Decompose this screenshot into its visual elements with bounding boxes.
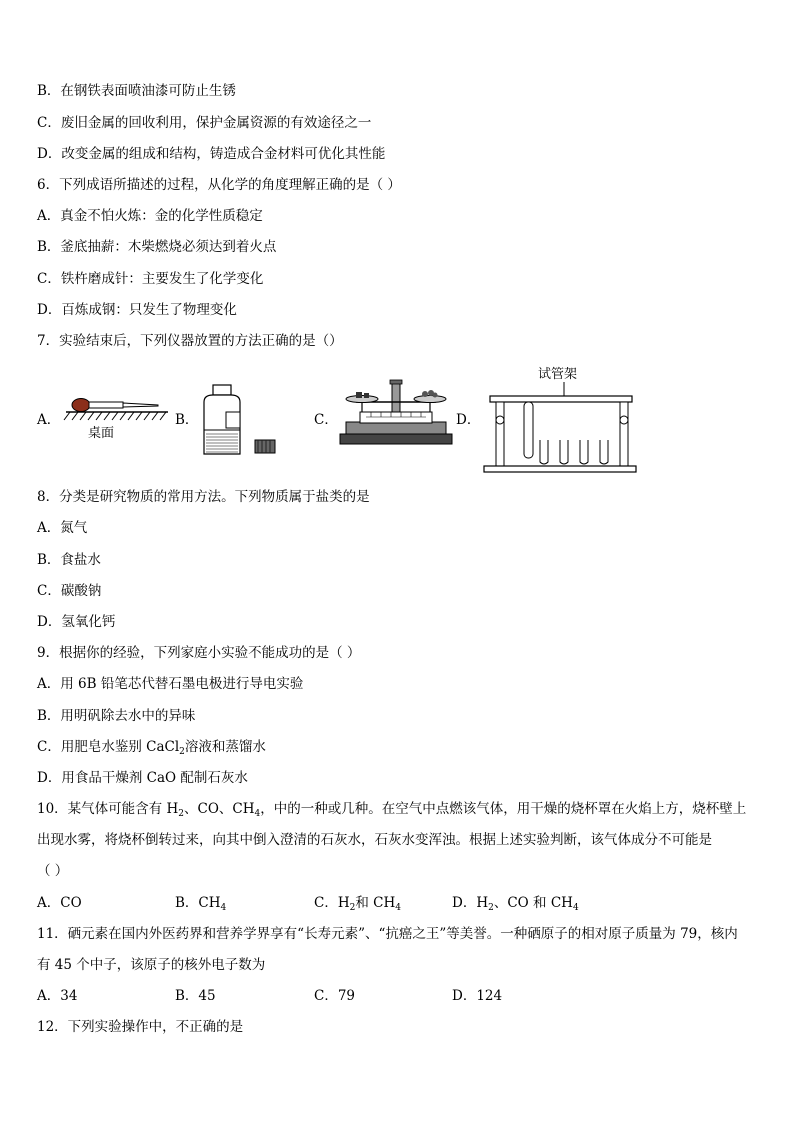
- q6-stem: 6．下列成语所描述的过程，从化学的角度理解正确的是（ ）: [37, 177, 401, 193]
- q8-option-d: D．氢氧化钙: [37, 614, 116, 630]
- q8-option-c: C．碳酸钠: [37, 583, 102, 599]
- q5-option-b: B．在钢铁表面喷油漆可防止生锈: [37, 83, 236, 99]
- q10-option-d: D．$H_2$、CO 和 $CH_4$: [452, 895, 579, 913]
- q7-figure-a-table-label: 桌面: [88, 426, 115, 441]
- q9-option-d: D．用食品干燥剂 CaO 配制石灰水: [37, 770, 248, 786]
- q7-figure-b-reagent-bottle: [198, 382, 278, 464]
- q6-option-c: C．铁杵磨成针：主要发生了化学变化: [37, 271, 264, 287]
- q6-option-d: D．百炼成钢：只发生了物理变化: [37, 302, 237, 318]
- q9-stem: 9．根据你的经验，下列家庭小实验不能成功的是（ ）: [37, 645, 361, 661]
- q8-stem: 8．分类是研究物质的常用方法。下列物质属于盐类的是: [37, 489, 370, 505]
- q6-option-b: B．釜底抽薪：木柴燃烧必须达到着火点: [37, 239, 277, 255]
- q7-label-c: C．: [314, 412, 338, 428]
- q7-figure-a-dropper-on-table: [62, 390, 172, 445]
- q11-option-d: D．124: [452, 988, 503, 1004]
- q9-option-b: B．用明矾除去水中的异味: [37, 708, 196, 724]
- q7-figure-d-test-tube-rack: [480, 362, 640, 474]
- q11-option-a: A．34: [37, 988, 78, 1004]
- q7-label-d: D．: [456, 412, 481, 428]
- q5-option-d: D．改变金属的组成和结构，铸造成合金材料可优化其性能: [37, 146, 386, 162]
- q7-label-a: A．: [37, 412, 61, 428]
- q10-option-a: A．CO: [37, 895, 82, 911]
- q10-stem-line2: 出现水雾，将烧杯倒转过来，向其中倒入澄清的石灰水，石灰水变浑浊。根据上述实验判断，该气体成分不可能是: [37, 832, 712, 848]
- q5-option-c: C．废旧金属的回收利用，保护金属资源的有效途径之一: [37, 115, 372, 131]
- q8-option-a: A．氮气: [37, 520, 88, 536]
- q12-stem: 12．下列实验操作中，不正确的是: [37, 1019, 244, 1035]
- q7-figure-d-rack-label: 试管架: [538, 367, 578, 382]
- q9-option-a: A．用 6B 铅笔芯代替石墨电极进行导电实验: [37, 676, 304, 692]
- q10-stem-line1: 10．某气体可能含有 $H_2$、CO、$CH_4$，中的一种或几种。在空气中点燃该气体，用干燥的烧杯罩在火焰上方，烧杯壁上: [37, 801, 747, 819]
- q11-stem-line2: 有 45 个中子，该原子的核外电子数为: [37, 957, 266, 973]
- q11-option-c: C．79: [314, 988, 356, 1004]
- q7-label-b: B．: [175, 412, 199, 428]
- q10-stem-line3: （ ）: [37, 863, 69, 879]
- q7-stem: 7．实验结束后，下列仪器放置的方法正确的是（）: [37, 333, 343, 349]
- q8-option-b: B．食盐水: [37, 552, 101, 568]
- q10-option-b: B．$CH_4$: [175, 895, 227, 913]
- q11-stem-line1: 11．硒元素在国内外医药界和营养学界享有“长寿元素”、“抗癌之王”等美誉。一种硒原子的相对原子质量为 79，核内: [37, 926, 738, 942]
- q7-figure-c-balance: [336, 378, 458, 448]
- q11-option-b: B．45: [175, 988, 216, 1004]
- q10-option-c: C．$H_2$和 $CH_4$: [314, 895, 401, 913]
- q9-option-c: C．用肥皂水鉴别 CaCl$_2$溶液和蒸馏水: [37, 739, 266, 757]
- q6-option-a: A．真金不怕火炼：金的化学性质稳定: [37, 208, 263, 224]
